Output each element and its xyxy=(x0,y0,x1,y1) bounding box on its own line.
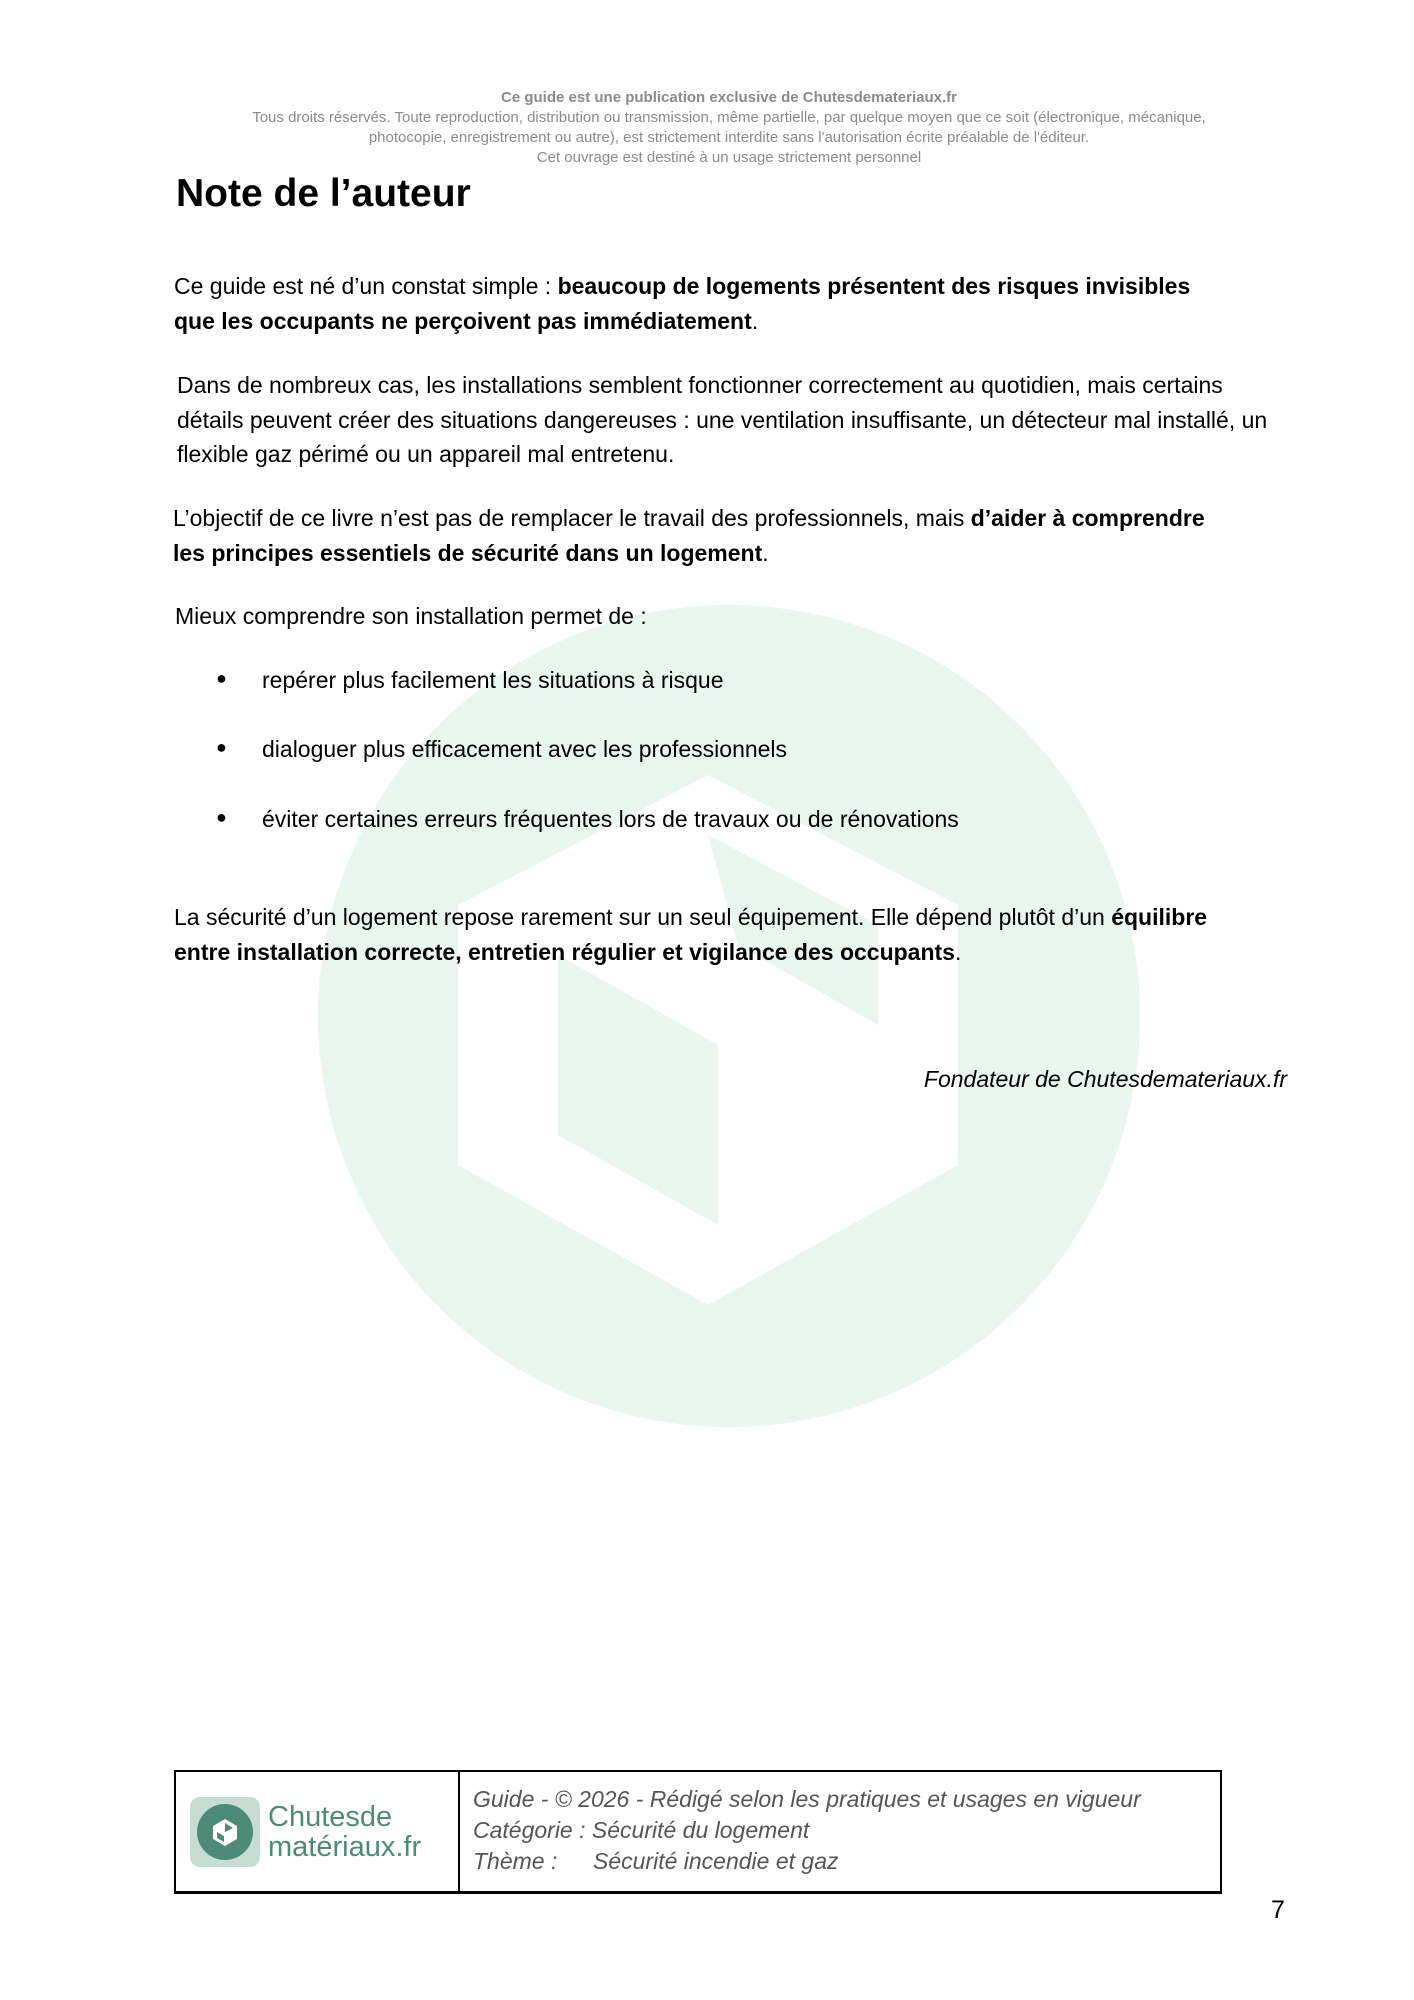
header-line-2: Tous droits réservés. Toute reproduction, distribution ou transmission, même partielle, par quelque moyen que ce soit (électronique, mécanique, xyxy=(252,109,1206,126)
watermark-logo xyxy=(318,605,1140,1427)
header-line-4: Cet ouvrage est destiné à un usage strictement personnel xyxy=(536,149,922,166)
p3-end: . xyxy=(762,539,769,566)
list-item-text: dialoguer plus efficacement avec les professionnels xyxy=(262,736,788,762)
page-title: Note de l’auteur xyxy=(176,172,471,215)
bullet-icon: ● xyxy=(216,737,227,757)
header-line-3: photocopie, enregistrement ou autre), est strictement interdite sans l'autorisation écrite préalable de l'éditeur. xyxy=(368,129,1090,146)
footer-table xyxy=(174,1770,1222,1894)
bullet-icon: ● xyxy=(216,807,227,827)
bullet-icon: ● xyxy=(216,668,227,688)
p3-bold: d’aider à comprendre les principes essentiels de sécurité dans un logement xyxy=(173,505,1205,566)
p1-end: . xyxy=(751,307,759,334)
paragraph-3 xyxy=(173,501,1233,570)
p1-bold: beaucoup de logements présentent des risques invisibles que les occupants ne perçoivent pas immédiatement xyxy=(174,273,1191,334)
p5-bold: équilibre entre installation correcte, entretien régulier et vigilance des occupants xyxy=(174,904,1208,965)
list-item-text: repérer plus facilement les situations à risque xyxy=(262,667,724,693)
theme-label: Thème : xyxy=(473,1848,558,1874)
footer-meta xyxy=(460,1772,1141,1891)
list-item-text: éviter certaines erreurs fréquentes lors de travaux ou de rénovations xyxy=(262,806,959,832)
footer-guide: Guide - © 2026 - Rédigé selon les pratiques et usages en vigueur xyxy=(473,1786,1141,1812)
footer-category: Catégorie : Sécurité du logement xyxy=(473,1817,810,1843)
logo-text-1: Chutesde xyxy=(268,1800,393,1833)
signature: Fondateur de Chutesdemateriaux.fr xyxy=(923,1066,1287,1092)
logo-icon xyxy=(190,1797,260,1867)
paragraph-1 xyxy=(174,269,1234,338)
page-number: 7 xyxy=(1271,1896,1285,1924)
paragraph-2: Dans de nombreux cas, les installations semblent fonctionner correctement au quotidien, mais certains détails peuvent créer des situations dangereuses : une ventilation insuffisante, un détecteur mal installé, un flexible gaz périmé ou un appareil mal entretenu. xyxy=(177,372,1268,467)
p1-text: Ce guide est né d’un constat simple : xyxy=(174,273,558,299)
theme-value: Sécurité incendie et gaz xyxy=(593,1848,839,1874)
brand-logo xyxy=(176,1772,460,1891)
header-line-1: Ce guide est une publication exclusive de Chutesdemateriaux.fr xyxy=(501,89,957,106)
paragraph-5 xyxy=(174,900,1254,969)
paragraph-4: Mieux comprendre son installation permet de : xyxy=(175,603,647,629)
logo-text-2: matériaux.fr xyxy=(268,1830,422,1863)
copyright-header xyxy=(0,88,1414,168)
footer-theme xyxy=(473,1846,1141,1877)
p3-text: L’objectif de ce livre n’est pas de remplacer le travail des professionnels, mais xyxy=(173,505,971,531)
p5-text: La sécurité d’un logement repose rarement sur un seul équipement. Elle dépend plutôt d’un xyxy=(174,904,1112,930)
p5-end: . xyxy=(954,938,962,965)
